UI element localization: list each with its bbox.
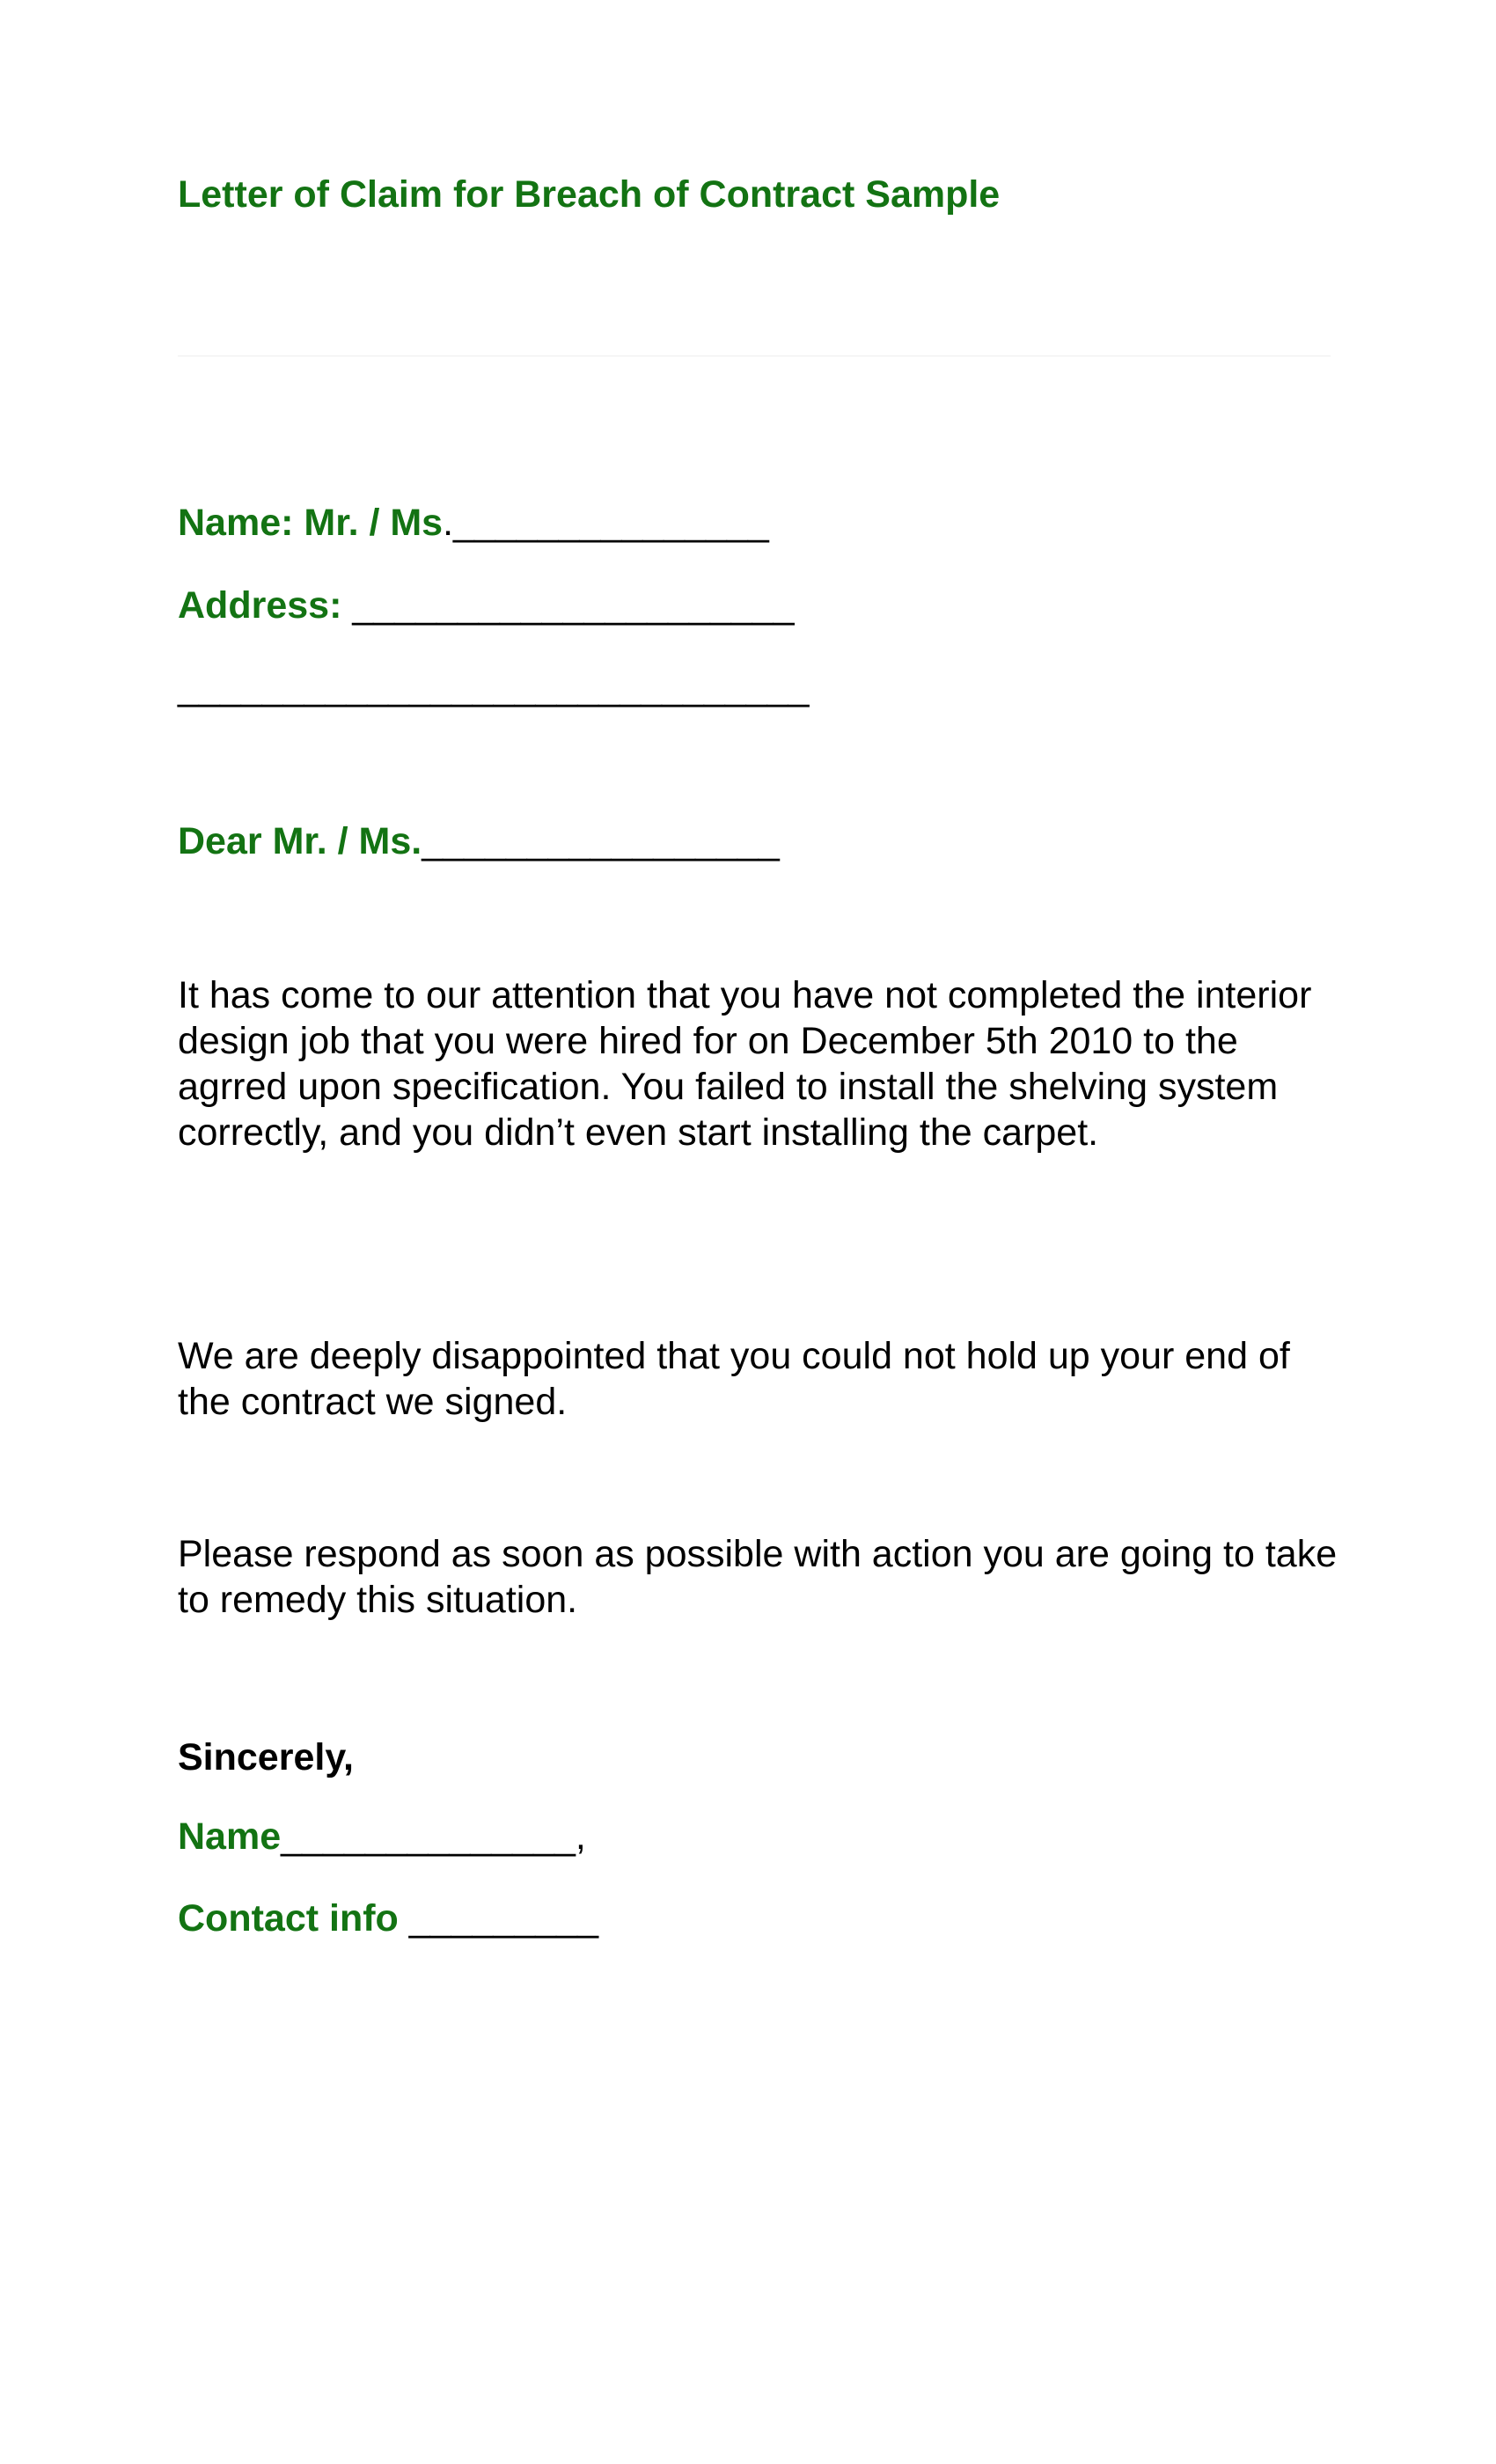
body-paragraph-3: Please respond as soon as possible with action you are going to take to remedy this situation.: [178, 1533, 1338, 1621]
closing-sincerely: Sincerely,: [178, 1736, 354, 1778]
recipient-name-label: Name: Mr. / Ms: [178, 502, 444, 544]
sender-contact-field: [178, 1897, 598, 1940]
body-paragraph-2: We are deeply disappointed that you could not hold up your end of the contract we signed.: [178, 1335, 1290, 1423]
sender-contact-blank: _________: [398, 1897, 598, 1940]
salutation-label: Dear Mr. / Ms.: [178, 820, 422, 862]
recipient-address-line-2: ______________________________: [178, 666, 810, 708]
sender-name-blank: ______________,: [281, 1815, 586, 1858]
recipient-name-field: [178, 504, 769, 542]
salutation: [178, 820, 780, 862]
document-title: Letter of Claim for Breach of Contract Sample: [178, 173, 1001, 216]
recipient-address-blank: _____________________: [341, 584, 795, 627]
sender-name-field: [178, 1815, 586, 1858]
sender-name-label: Name: [178, 1815, 282, 1858]
body-paragraph-1: It has come to our attention that you have not completed the interior design job that you were hired for on December 5th 2010 to the agrred upon specification. You failed to install the shelving system correctly, and you didn’t even start installing the carpet.: [178, 974, 1312, 1154]
salutation-blank: _________________: [422, 820, 780, 862]
recipient-address-label: Address:: [178, 584, 342, 627]
recipient-address-field: [178, 584, 795, 627]
recipient-name-blank: ._______________: [443, 502, 769, 544]
sender-contact-label: Contact info: [178, 1897, 399, 1940]
